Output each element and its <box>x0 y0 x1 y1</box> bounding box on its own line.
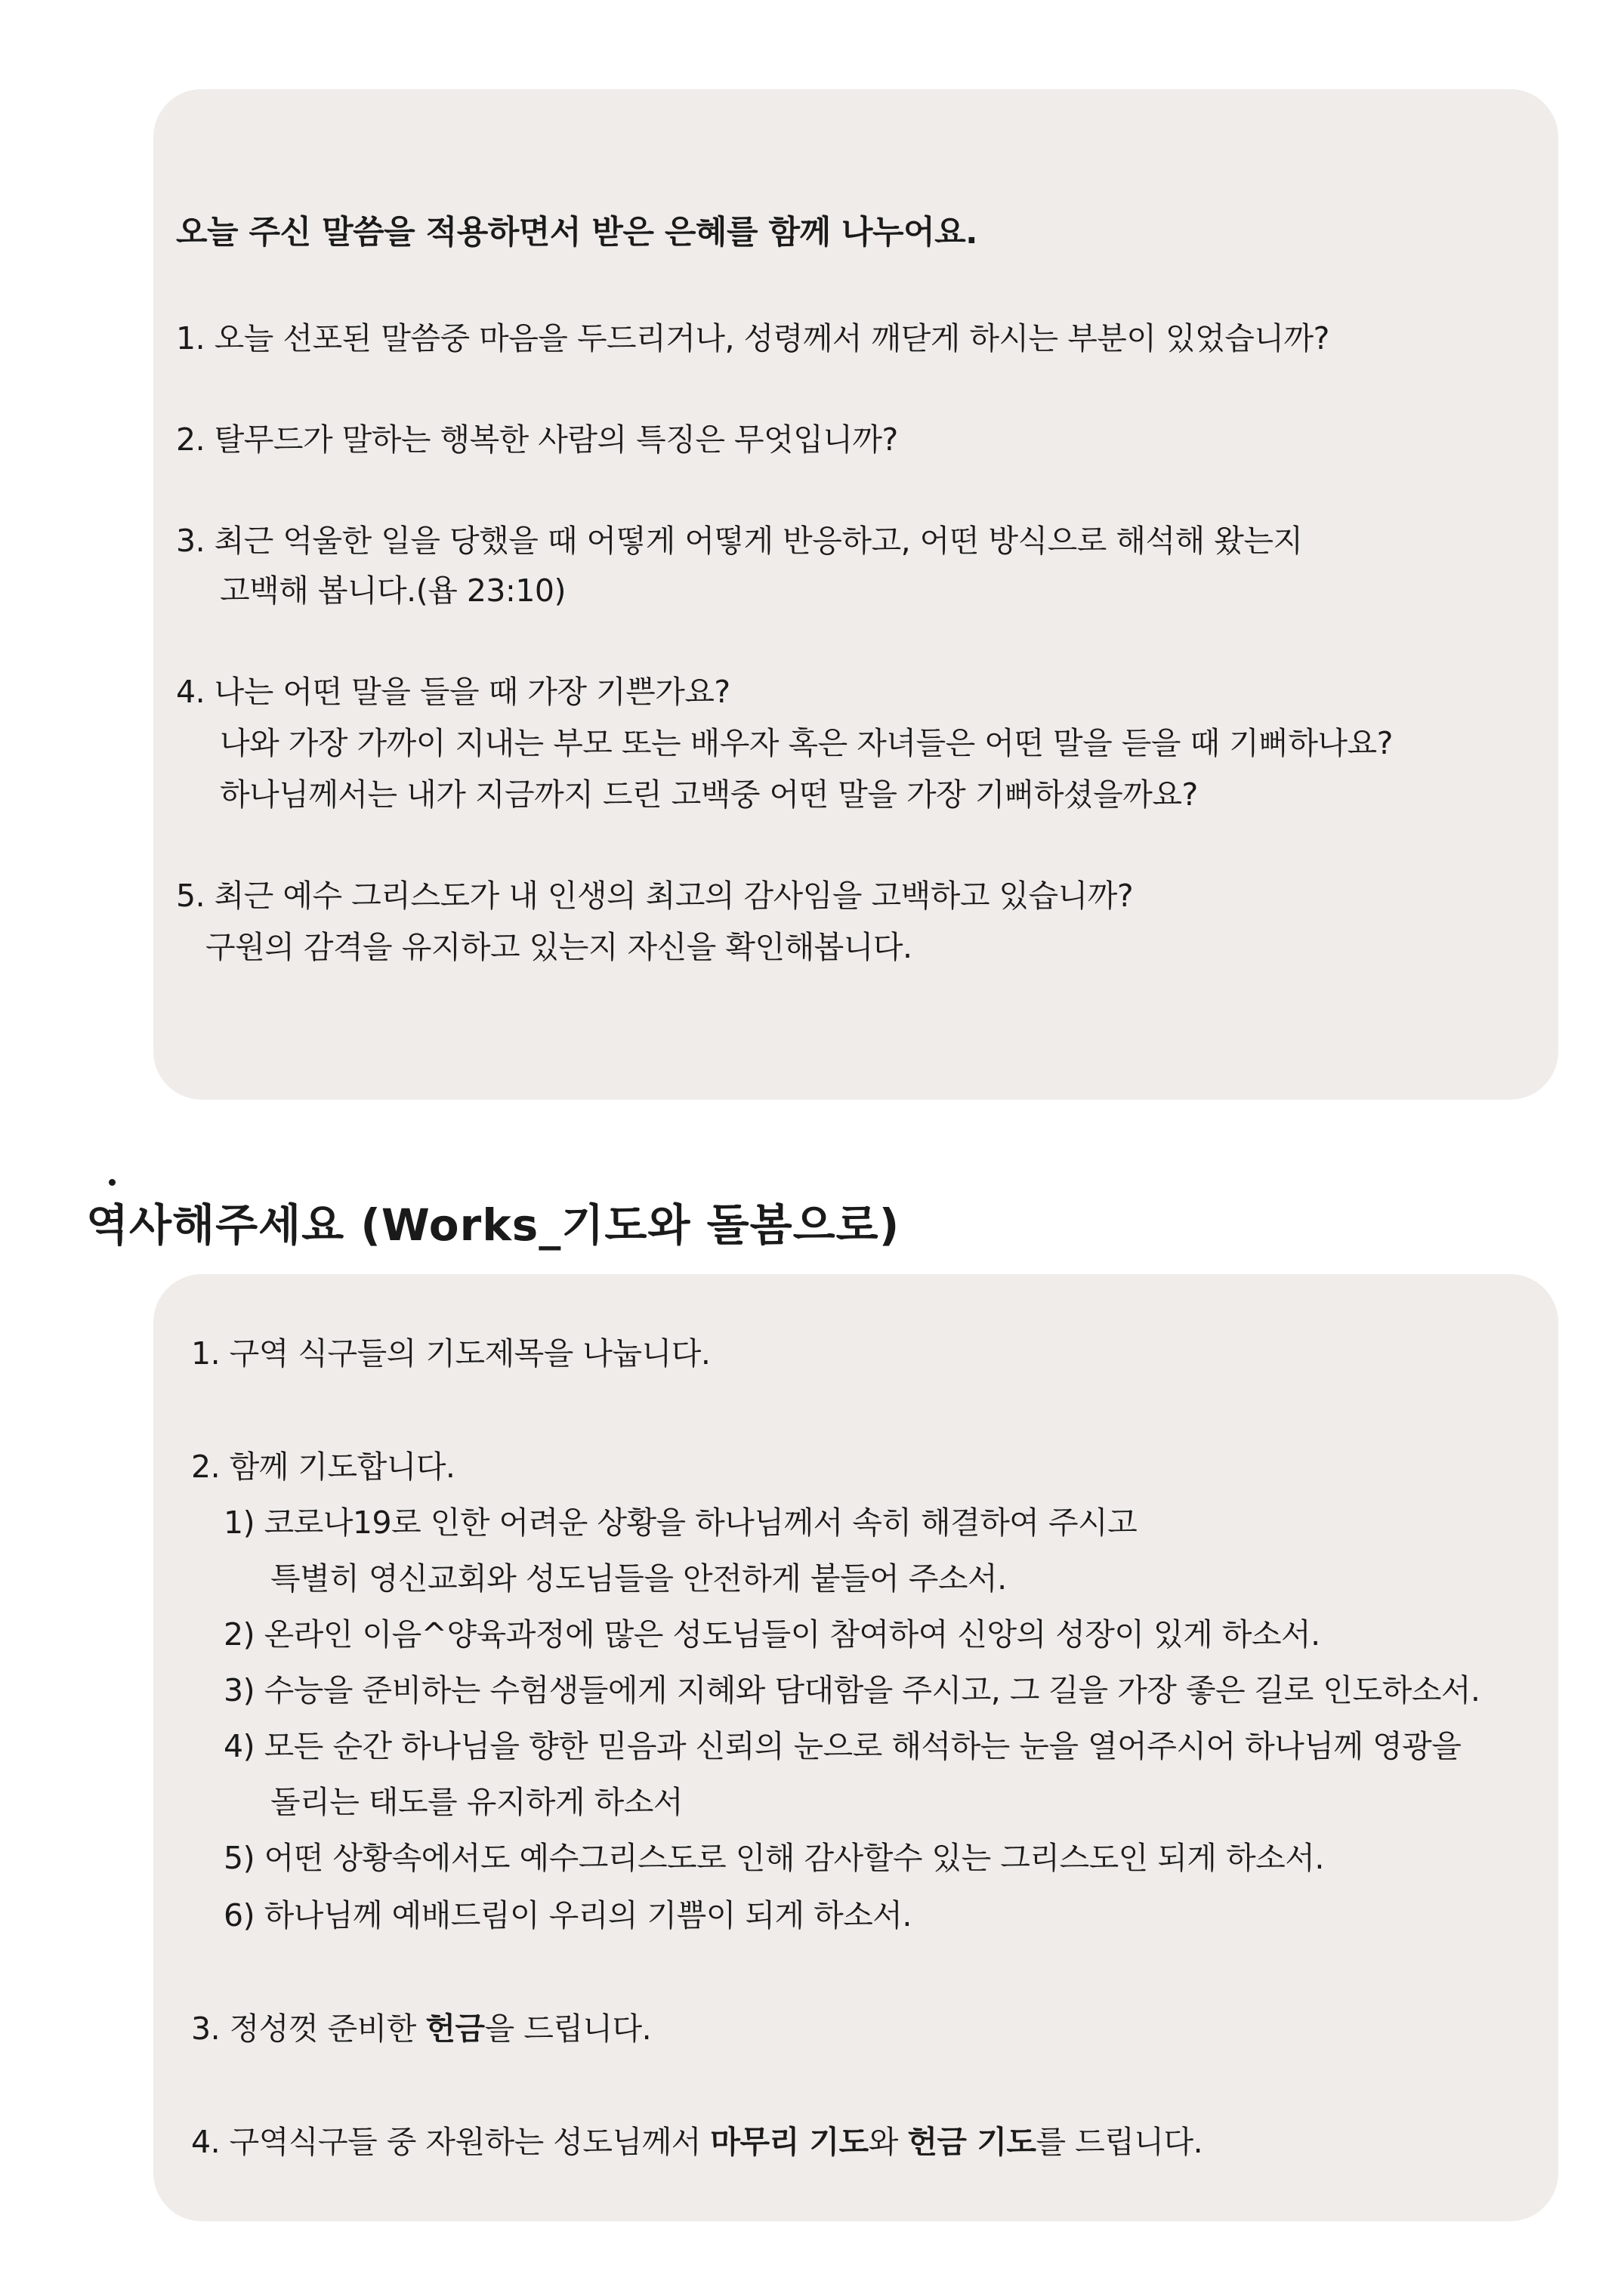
question-4-line-1: 4. 나는 어떤 말을 들을 때 가장 기쁜가요? <box>176 674 730 710</box>
prayer-point-4-line-2: 돌리는 태도를 유지하게 하소서 <box>270 1784 683 1820</box>
prayer-item-4-text-mid: 와 <box>868 2124 908 2160</box>
prayer-item-3 <box>191 2006 651 2051</box>
question-5-line-2: 구원의 감격을 유지하고 있는지 자신을 확인해봅니다. <box>205 929 912 965</box>
prayer-point-4-line-1: 4) 모든 순간 하나님을 향한 믿음과 신뢰의 눈으로 해석하는 눈을 열어주시어 하나님께 영광을 <box>224 1728 1462 1764</box>
question-2: 2. 탈무드가 말하는 행복한 사람의 특징은 무엇입니까? <box>176 421 898 458</box>
prayer-point-5: 5) 어떤 상황속에서도 예수그리스도로 인해 감사할수 있는 그리스도인 되게 하소서. <box>224 1840 1324 1876</box>
prayer-item-4-text: 4. 구역식구들 중 자원하는 성도님께서 <box>191 2124 711 2160</box>
prayer-item-2: 2. 함께 기도합니다. <box>191 1449 455 1485</box>
prayer-item-1: 1. 구역 식구들의 기도제목을 나눕니다. <box>191 1335 711 1372</box>
question-3-line-2: 고백해 봅니다.(욥 23:10) <box>220 572 566 609</box>
question-3-line-1: 3. 최근 억울한 일을 당했을 때 어떻게 어떻게 반응하고, 어떤 방식으로 해석해 왔는지 <box>176 523 1303 559</box>
closing-prayer-emphasis: 마무리 기도 <box>710 2124 869 2160</box>
prayer-item-3-text-end: 을 드립니다. <box>484 2011 652 2047</box>
prayer-item-4-text-end: 를 드립니다. <box>1036 2124 1203 2160</box>
prayer-point-1-line-2: 특별히 영신교회와 성도님들을 안전하게 붙들어 주소서. <box>270 1560 1007 1597</box>
question-1: 1. 오늘 선포된 말씀중 마음을 두드리거나, 성령께서 깨닫게 하시는 부분이 있었습니까? <box>176 320 1329 356</box>
question-4-line-3: 하나님께서는 내가 지금까지 드린 고백중 어떤 말을 가장 기뻐하셨을까요? <box>220 776 1198 813</box>
section-heading: 역사해주세요 (Works_기도와 돌봄으로) <box>86 1199 900 1251</box>
offering-emphasis: 헌금 <box>425 2011 485 2047</box>
question-4-line-2: 나와 가장 가까이 지내는 부모 또는 배우자 혹은 자녀들은 어떤 말을 듣을 때 기뻐하나요? <box>220 725 1393 761</box>
prayer-point-3: 3) 수능을 준비하는 수험생들에게 지혜와 담대함을 주시고, 그 길을 가장 좋은 길로 인도하소서. <box>224 1672 1480 1708</box>
prayer-item-3-text: 3. 정성껏 준비한 <box>191 2011 426 2047</box>
prayer-point-2: 2) 온라인 이음^양육과정에 많은 성도님들이 참여하여 신앙의 성장이 있게 하소서. <box>224 1616 1320 1653</box>
prayer-point-6: 6) 하나님께 예배드림이 우리의 기쁨이 되게 하소서. <box>224 1897 912 1933</box>
offering-prayer-emphasis: 헌금 기도 <box>907 2124 1036 2160</box>
sharing-intro: 오늘 주신 말씀을 적용하면서 받은 은혜를 함께 나누어요. <box>176 214 977 252</box>
question-5-line-1: 5. 최근 예수 그리스도가 내 인생의 최고의 감사임을 고백하고 있습니까? <box>176 878 1134 914</box>
heading-dot-ornament <box>109 1179 116 1186</box>
prayer-item-4 <box>191 2119 1203 2165</box>
prayer-point-1-line-1: 1) 코로나19로 인한 어려운 상황을 하나님께서 속히 해결하여 주시고 <box>224 1504 1138 1541</box>
